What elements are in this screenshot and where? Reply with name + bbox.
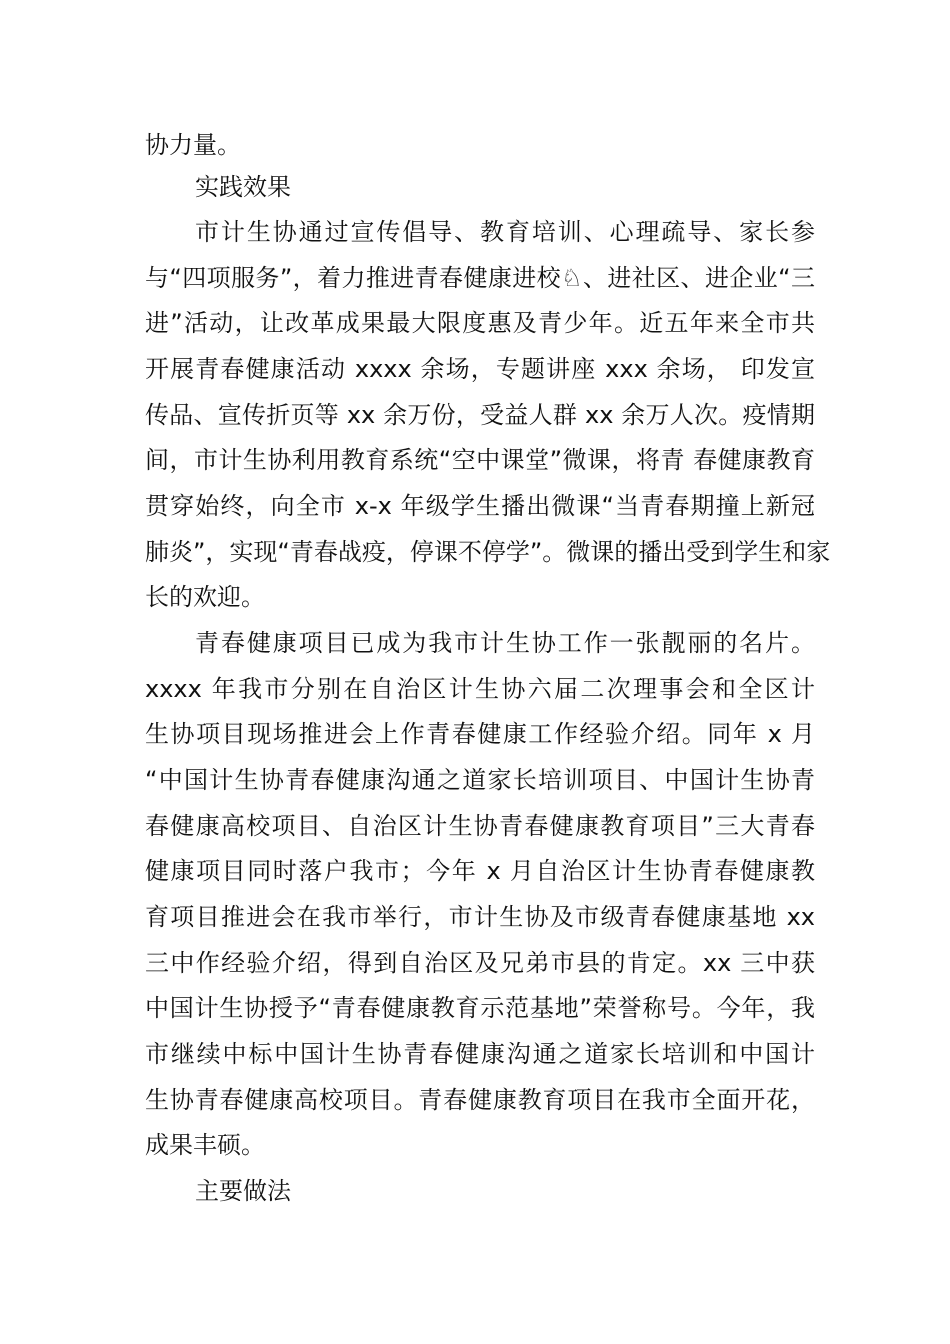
text-line: 间，市计生协利用教育系统“空中课堂”微课，将青 春健康教育 <box>145 446 815 474</box>
text-line: 贯穿始终，向全市 x-x 年级学生播出微课“当青春期撞上新冠 <box>145 492 815 520</box>
text-line: 三中作经验介绍，得到自治区及兄弟市县的肯定。xx 三中获 <box>145 949 815 977</box>
text-line: 生协项目现场推进会上作青春健康工作经验介绍。同年 x 月 <box>145 720 815 748</box>
text-line: 传品、宣传折页等 xx 余万份，受益人群 xx 余万人次。疫情期 <box>145 401 815 429</box>
section-heading: 实践效果 <box>195 173 291 201</box>
text-line: 中国计生协授予“青春健康教育示范基地”荣誉称号。今年，我 <box>145 994 815 1022</box>
text-line: 青春健康项目已成为我市计生协工作一张靓丽的名片。 <box>195 629 815 657</box>
text-line: 春健康高校项目、自治区计生协青春健康教育项目”三大青春 <box>145 812 815 840</box>
text-line: 进”活动，让改革成果最大限度惠及青少年。近五年来全市共 <box>145 309 815 337</box>
text-line: 育项目推进会在我市举行，市计生协及市级青春健康基地 xx <box>145 903 815 931</box>
text-line: 肺炎”，实现“青春战疫，停课不停学”。微课的播出受到学生和家 <box>145 538 831 566</box>
text-line: xxxx 年我市分别在自治区计生协六届二次理事会和全区计 <box>145 675 815 703</box>
text-line: 开展青春健康活动 xxxx 余场，专题讲座 xxx 余场， 印发宣 <box>145 355 815 383</box>
text-line: 与“四项服务”，着力推进青春健康进校♘、进社区、进企业“三 <box>145 264 815 292</box>
text-line: 协力量。 <box>145 131 241 159</box>
text-line: 生协青春健康高校项目。青春健康教育项目在我市全面开花， <box>145 1086 815 1114</box>
text-line: 市计生协通过宣传倡导、教育培训、心理疏导、家长参 <box>195 218 815 246</box>
text-line: 成果丰硕。 <box>145 1131 265 1159</box>
text-line: 健康项目同时落户我市；今年 x 月自治区计生协青春健康教 <box>145 857 815 885</box>
section-heading: 主要做法 <box>195 1177 291 1205</box>
text-line: 市继续中标中国计生协青春健康沟通之道家长培训和中国计 <box>145 1040 815 1068</box>
text-line: 长的欢迎。 <box>145 583 265 611</box>
text-line: “中国计生协青春健康沟通之道家长培训项目、中国计生协青 <box>145 766 815 794</box>
